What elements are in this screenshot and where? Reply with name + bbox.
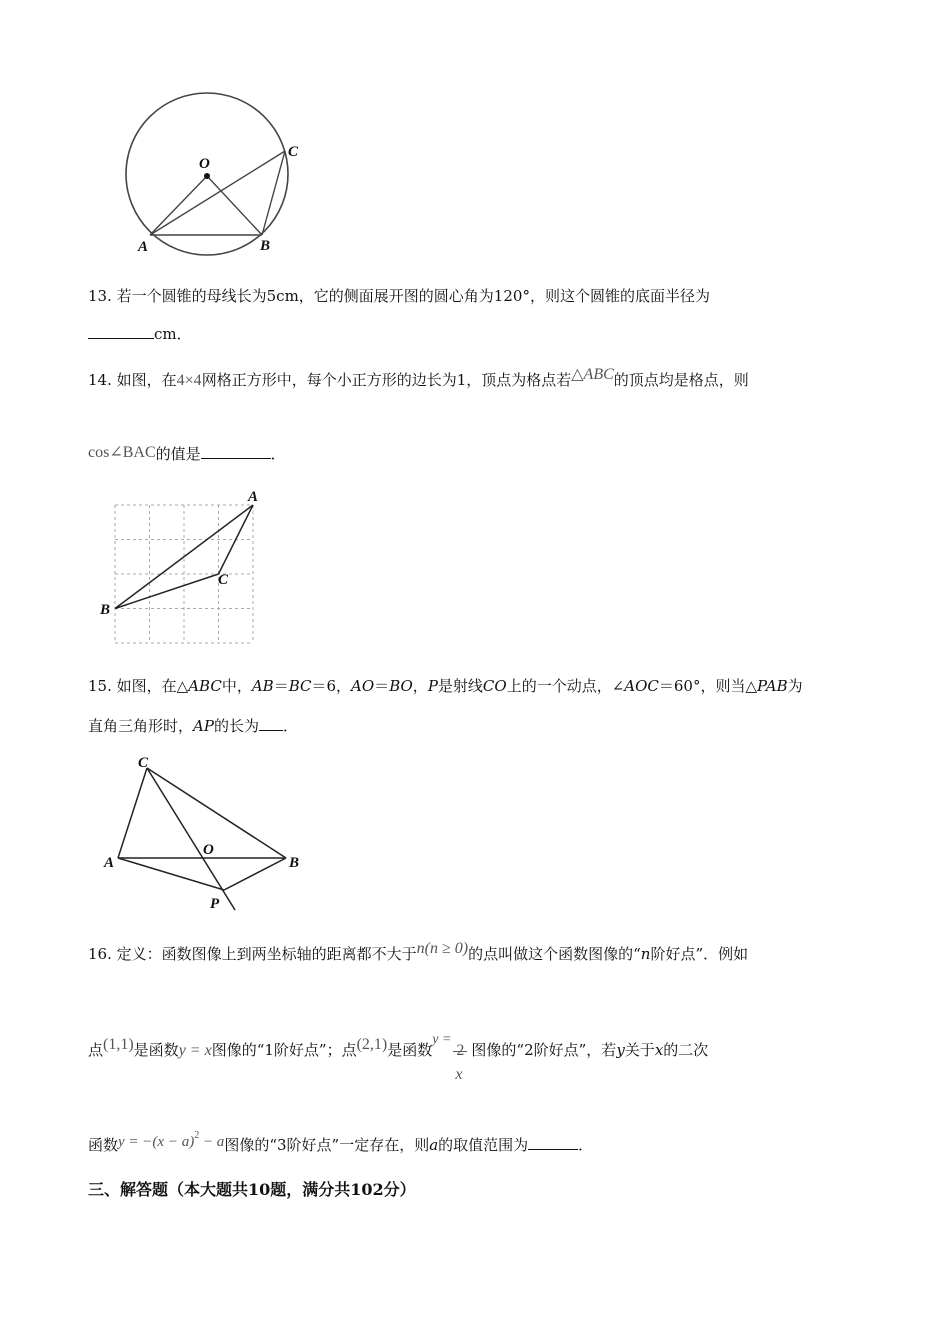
q15-text: ＝ (273, 677, 289, 695)
q15-var: CO (482, 677, 507, 695)
q16-text: 阶好点”．例如 (650, 945, 749, 963)
q15-var: P (427, 677, 438, 695)
q16-var: y (616, 1041, 625, 1059)
q13-answer-blank[interactable] (88, 324, 154, 339)
label-b-15: B (289, 855, 300, 871)
label-c: C (288, 144, 299, 160)
figure-grid-abc (96, 486, 276, 650)
q15-line2 (88, 716, 298, 736)
q16-text: 的取值范围为 (438, 1136, 529, 1154)
q16-text: 函数 (88, 1136, 119, 1154)
q15-text: 为 (787, 677, 803, 695)
segment-bc-grid (115, 574, 219, 609)
q16-func3-tail: − a (199, 1134, 225, 1150)
q14-end: ． (270, 445, 286, 463)
q15-var: AOC (624, 677, 659, 695)
q16-fraction (451, 1031, 471, 1083)
q16-number: 16. (88, 945, 112, 963)
q16-var: x (654, 1041, 664, 1059)
q15-answer-blank[interactable] (259, 716, 283, 731)
point-o (204, 173, 210, 179)
q14-triangle: △ABC (571, 366, 614, 383)
q13-line1 (88, 286, 710, 306)
label-o-15: O (203, 842, 214, 858)
grid-lines (115, 505, 253, 643)
q13-unit: cm． (154, 325, 192, 343)
q14-number: 14. (88, 371, 112, 389)
q15-text: 是射线 (437, 677, 483, 695)
q16-text: ． (578, 1136, 594, 1154)
q16-text: 图像的“3阶好点”一定存在，则 (224, 1136, 430, 1154)
segment-pa (118, 858, 224, 890)
figure-triangle-pab (96, 750, 316, 914)
q16-line2 (88, 1028, 709, 1083)
label-a: A (138, 239, 149, 255)
q16-line3 (88, 1132, 593, 1156)
q15-var: BC (288, 677, 312, 695)
q15-var: AP (193, 717, 214, 735)
q16-point2: (2,1) (356, 1036, 388, 1053)
q14-grid-expr: 4×4 (176, 372, 202, 389)
q15-text: 上的一个动点，∠ (506, 677, 625, 695)
ray-co (147, 768, 235, 910)
q16-func1: y = x (178, 1042, 212, 1059)
q14-cos-expr: cos∠BAC (88, 444, 156, 461)
q15-var: ABC (188, 677, 222, 695)
q16-text: 图像的“1阶好点”；点 (211, 1041, 357, 1059)
q16-var: n (640, 945, 651, 963)
q15-text: 中， (221, 677, 252, 695)
q15-text: ． (282, 717, 298, 735)
q16-text: 定义：函数图像上到两坐标轴的距离都不大于 (116, 945, 417, 963)
section3-title: 三、解答题（本大题共10题，满分共102分） (88, 1180, 416, 1199)
q16-text: 图像的“2阶好点”，若 (471, 1041, 617, 1059)
label-c-grid: C (218, 572, 229, 588)
q16-text: 是函数 (387, 1041, 433, 1059)
segment-cb (147, 768, 286, 858)
label-b: B (260, 238, 271, 254)
q15-var: PAB (757, 677, 788, 695)
label-p-15: P (210, 896, 220, 912)
q13-text: 若一个圆锥的母线长为5cm，它的侧面展开图的圆心角为120°，则这个圆锥的底面半径为 (116, 287, 710, 305)
segment-ca (118, 768, 147, 858)
segment-pb (224, 858, 286, 890)
label-a-15: A (104, 855, 115, 871)
segment-ob (207, 176, 262, 235)
label-b-grid: B (100, 602, 111, 618)
q15-text: ， (412, 677, 428, 695)
q16-text: 的二次 (663, 1041, 709, 1059)
q16-text: 是函数 (133, 1041, 179, 1059)
figure-circle-oabc (110, 88, 320, 258)
q15-text: ＝60°，则当△ (658, 677, 758, 695)
q15-line1 (88, 676, 803, 696)
q16-n-expr: n(n ≥ 0) (416, 940, 469, 957)
q14-line2 (88, 444, 286, 465)
q15-text: 如图，在△ (116, 677, 189, 695)
q15-var: AB (251, 677, 274, 695)
q14-text2: 网格正方形中，每个小正方形的边长为1，顶点为格点若 (201, 371, 572, 389)
q14-answer-blank[interactable] (201, 444, 271, 459)
q16-point1: (1,1) (103, 1036, 134, 1053)
q15-text: 的长为 (213, 717, 259, 735)
q15-text: 直角三角形时， (88, 717, 194, 735)
q16-func3-exp: 2 (194, 1130, 200, 1141)
q15-text: ＝6， (311, 677, 352, 695)
q16-frac-den: x (455, 1066, 463, 1083)
q15-number: 15. (88, 677, 112, 695)
label-a-grid: A (248, 489, 259, 505)
q16-text: 点 (88, 1041, 104, 1059)
segment-ab-grid (115, 505, 253, 609)
q13-number: 13. (88, 287, 112, 305)
q14-text1: 如图，在 (116, 371, 177, 389)
q13-line2 (88, 324, 192, 344)
q16-var: a (429, 1136, 439, 1154)
label-c-15: C (138, 755, 149, 771)
q16-answer-blank[interactable] (528, 1135, 578, 1150)
q14-line1 (88, 366, 749, 391)
q16-text: 的点叫做这个函数图像的“ (468, 945, 641, 963)
q16-line1 (88, 940, 749, 965)
q14-text4: 的值是 (155, 445, 201, 463)
q16-frac-num: 2 (456, 1042, 465, 1059)
q16-frac-bar (453, 1051, 467, 1052)
q14-text3: 的顶点均是格点，则 (613, 371, 749, 389)
q15-var: AO (351, 677, 375, 695)
q15-var: BO (389, 677, 413, 695)
q16-func3: y = −(x − a) (118, 1134, 195, 1150)
q16-func2-lhs: y = (432, 1032, 452, 1047)
q16-text: 关于 (624, 1041, 655, 1059)
q15-text: ＝ (374, 677, 390, 695)
label-o: O (199, 156, 210, 172)
